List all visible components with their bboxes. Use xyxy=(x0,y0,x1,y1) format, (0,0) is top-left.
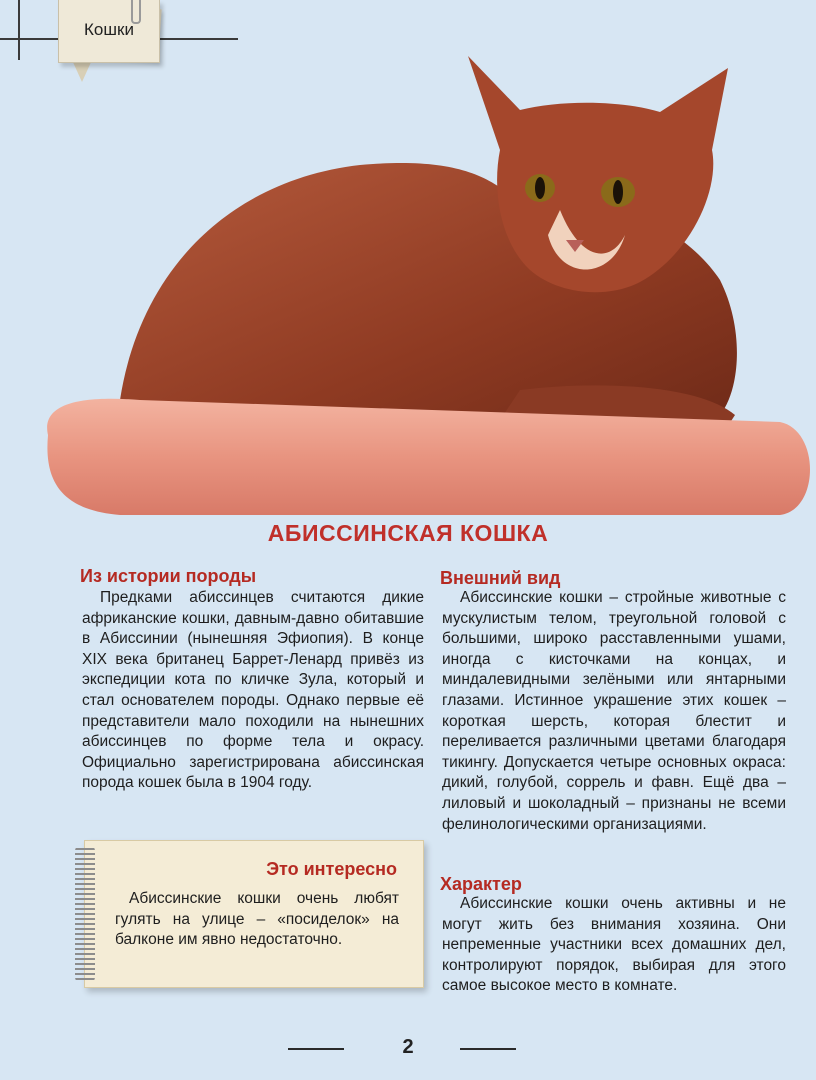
page-title: АБИССИНСКАЯ КОШКА xyxy=(267,520,549,546)
character-text: Абиссинские кошки очень активны и не могут жить без внимания хозяина. Они непременные участники всех домашних дел, контролируют порядок, выбирая для этого самое высокое место в комнате. xyxy=(442,895,786,995)
section-label: Кошки xyxy=(84,20,134,39)
note-text: Абиссинские кошки очень любят гулять на улице – «посиделок» на балконе им явно недостаточно. xyxy=(115,890,399,949)
note-card xyxy=(84,840,424,988)
history-text: Предками абиссинцев считаются дикие африканские кошки, давным-давно обитавшие в Абиссинии (нынешняя Эфиопия). В конце XIX века британец Баррет-Ленард привёз из экспедиции кота по кличке Зула, который и стал основателем породы. Однако первые её представители мало походили на нынешних абиссинцев по форме тела и окрасу. Официально зарегистрирована абиссинская порода кошек была в 1904 году. xyxy=(82,589,424,792)
page-number-rule-right xyxy=(460,1048,516,1050)
cat-photo xyxy=(0,20,816,520)
history-heading: Из истории породы xyxy=(80,566,257,586)
appearance-heading: Внешний вид xyxy=(440,568,561,588)
spiral-binding-icon xyxy=(75,845,95,983)
note-heading: Это интересно xyxy=(266,859,397,879)
character-heading: Характер xyxy=(440,874,522,894)
page-number: 2 xyxy=(402,1036,414,1058)
appearance-text: Абиссинские кошки – стройные животные с мускулистым телом, треугольной головой с большими, широко расставленными ушами, иногда с кисточками на концах, и миндалевидными зелёными или янтарными глазами. Истинное украшение этих кошек – короткая шерсть, которая блестит и переливается различными цветами благодаря тикингу. Допускается четыре основных окраса: дикий, голубой, соррель и фавн. Ещё два – лиловый и шоколадный – признаны не всеми фелинологическими организациями. xyxy=(442,589,786,833)
